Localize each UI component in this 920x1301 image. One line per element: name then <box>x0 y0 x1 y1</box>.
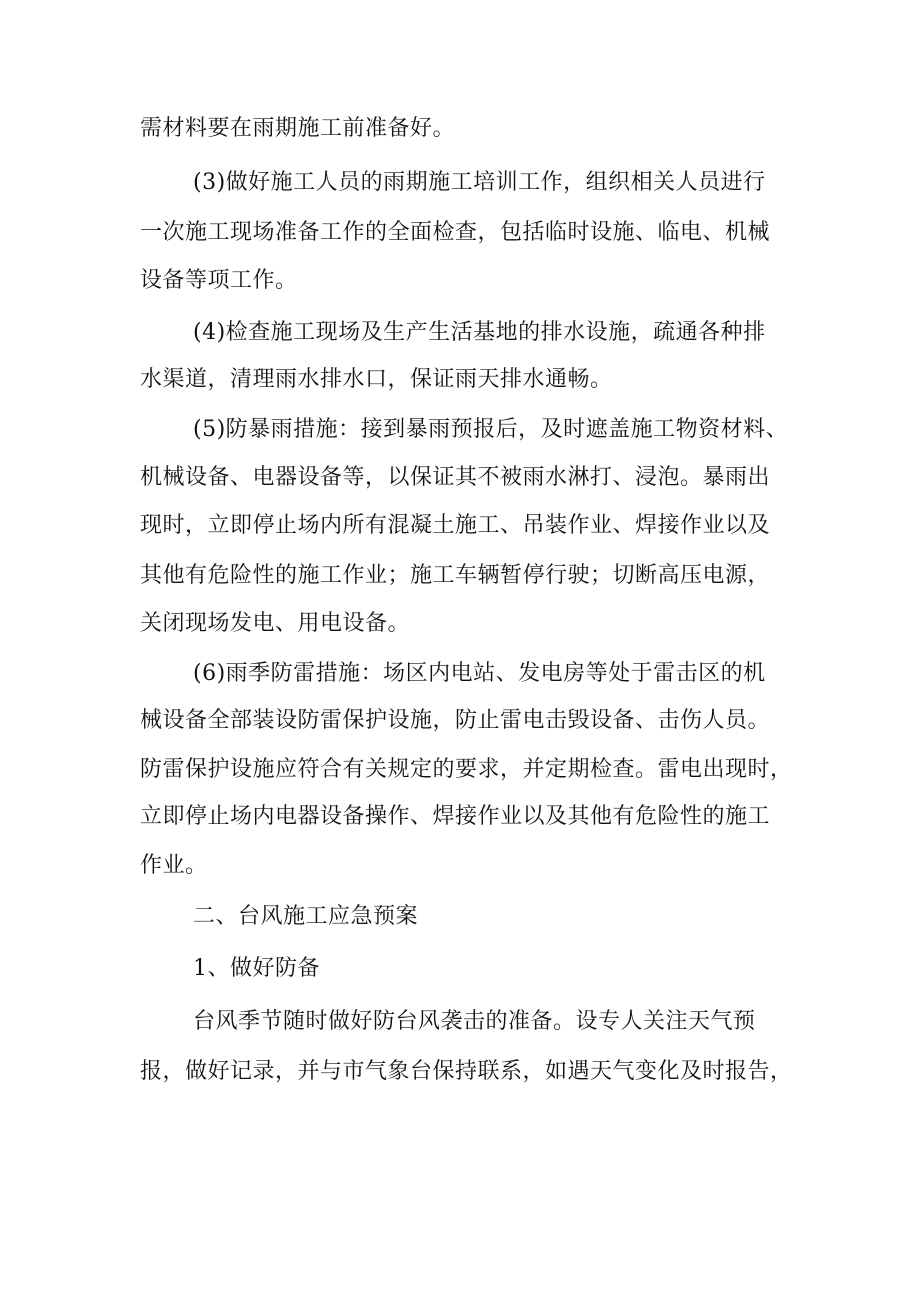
paragraph-line: 需材料要在雨期施工前准备好。 <box>140 116 456 141</box>
item-6-line: 立即停止场内电器设备操作、焊接作业以及其他有危险性的施工 <box>140 804 771 829</box>
item-4-line: (4)检查施工现场及生产生活基地的排水设施，疏通各种排 <box>193 320 766 345</box>
item-3-line: (3)做好施工人员的雨期施工培训工作，组织相关人员进行 <box>193 170 766 195</box>
paragraph-line: 台风季节随时做好防台风袭击的准备。设专人关注天气预 <box>193 1009 756 1034</box>
item-5-line: 关闭现场发电、用电设备。 <box>140 611 411 636</box>
item-5-line: 现时，立即停止场内所有混凝土施工、吊装作业、焊接作业以及 <box>140 513 771 538</box>
subsection-heading: 1、做好防备 <box>193 956 320 981</box>
item-6-line: (6)雨季防雷措施：场区内电站、发电房等处于雷击区的机 <box>193 661 766 686</box>
item-6-line: 防雷保护设施应符合有关规定的要求，并定期检查。雷电出现时， <box>140 757 793 782</box>
section-heading: 二、台风施工应急预案 <box>193 904 419 929</box>
item-4-line: 水渠道，清理雨水排水口，保证雨天排水通畅。 <box>140 367 613 392</box>
paragraph-line: 报，做好记录，并与市气象台保持联系，如遇天气变化及时报告， <box>140 1059 793 1084</box>
item-6-line: 械设备全部装设防雷保护设施，防止雷电击毁设备、击伤人员。 <box>140 708 771 733</box>
item-5-line: 机械设备、电器设备等，以保证其不被雨水淋打、浸泡。暴雨出 <box>140 465 771 490</box>
item-5-line: 其他有危险性的施工作业；施工车辆暂停行驶；切断高压电源， <box>140 563 771 588</box>
item-3-line: 一次施工现场准备工作的全面检查，包括临时设施、临电、机械 <box>140 220 771 245</box>
item-3-line: 设备等项工作。 <box>140 268 298 293</box>
item-5-line: (5)防暴雨措施：接到暴雨预报后，及时遮盖施工物资材料、 <box>193 417 789 442</box>
item-6-line: 作业。 <box>140 853 208 878</box>
